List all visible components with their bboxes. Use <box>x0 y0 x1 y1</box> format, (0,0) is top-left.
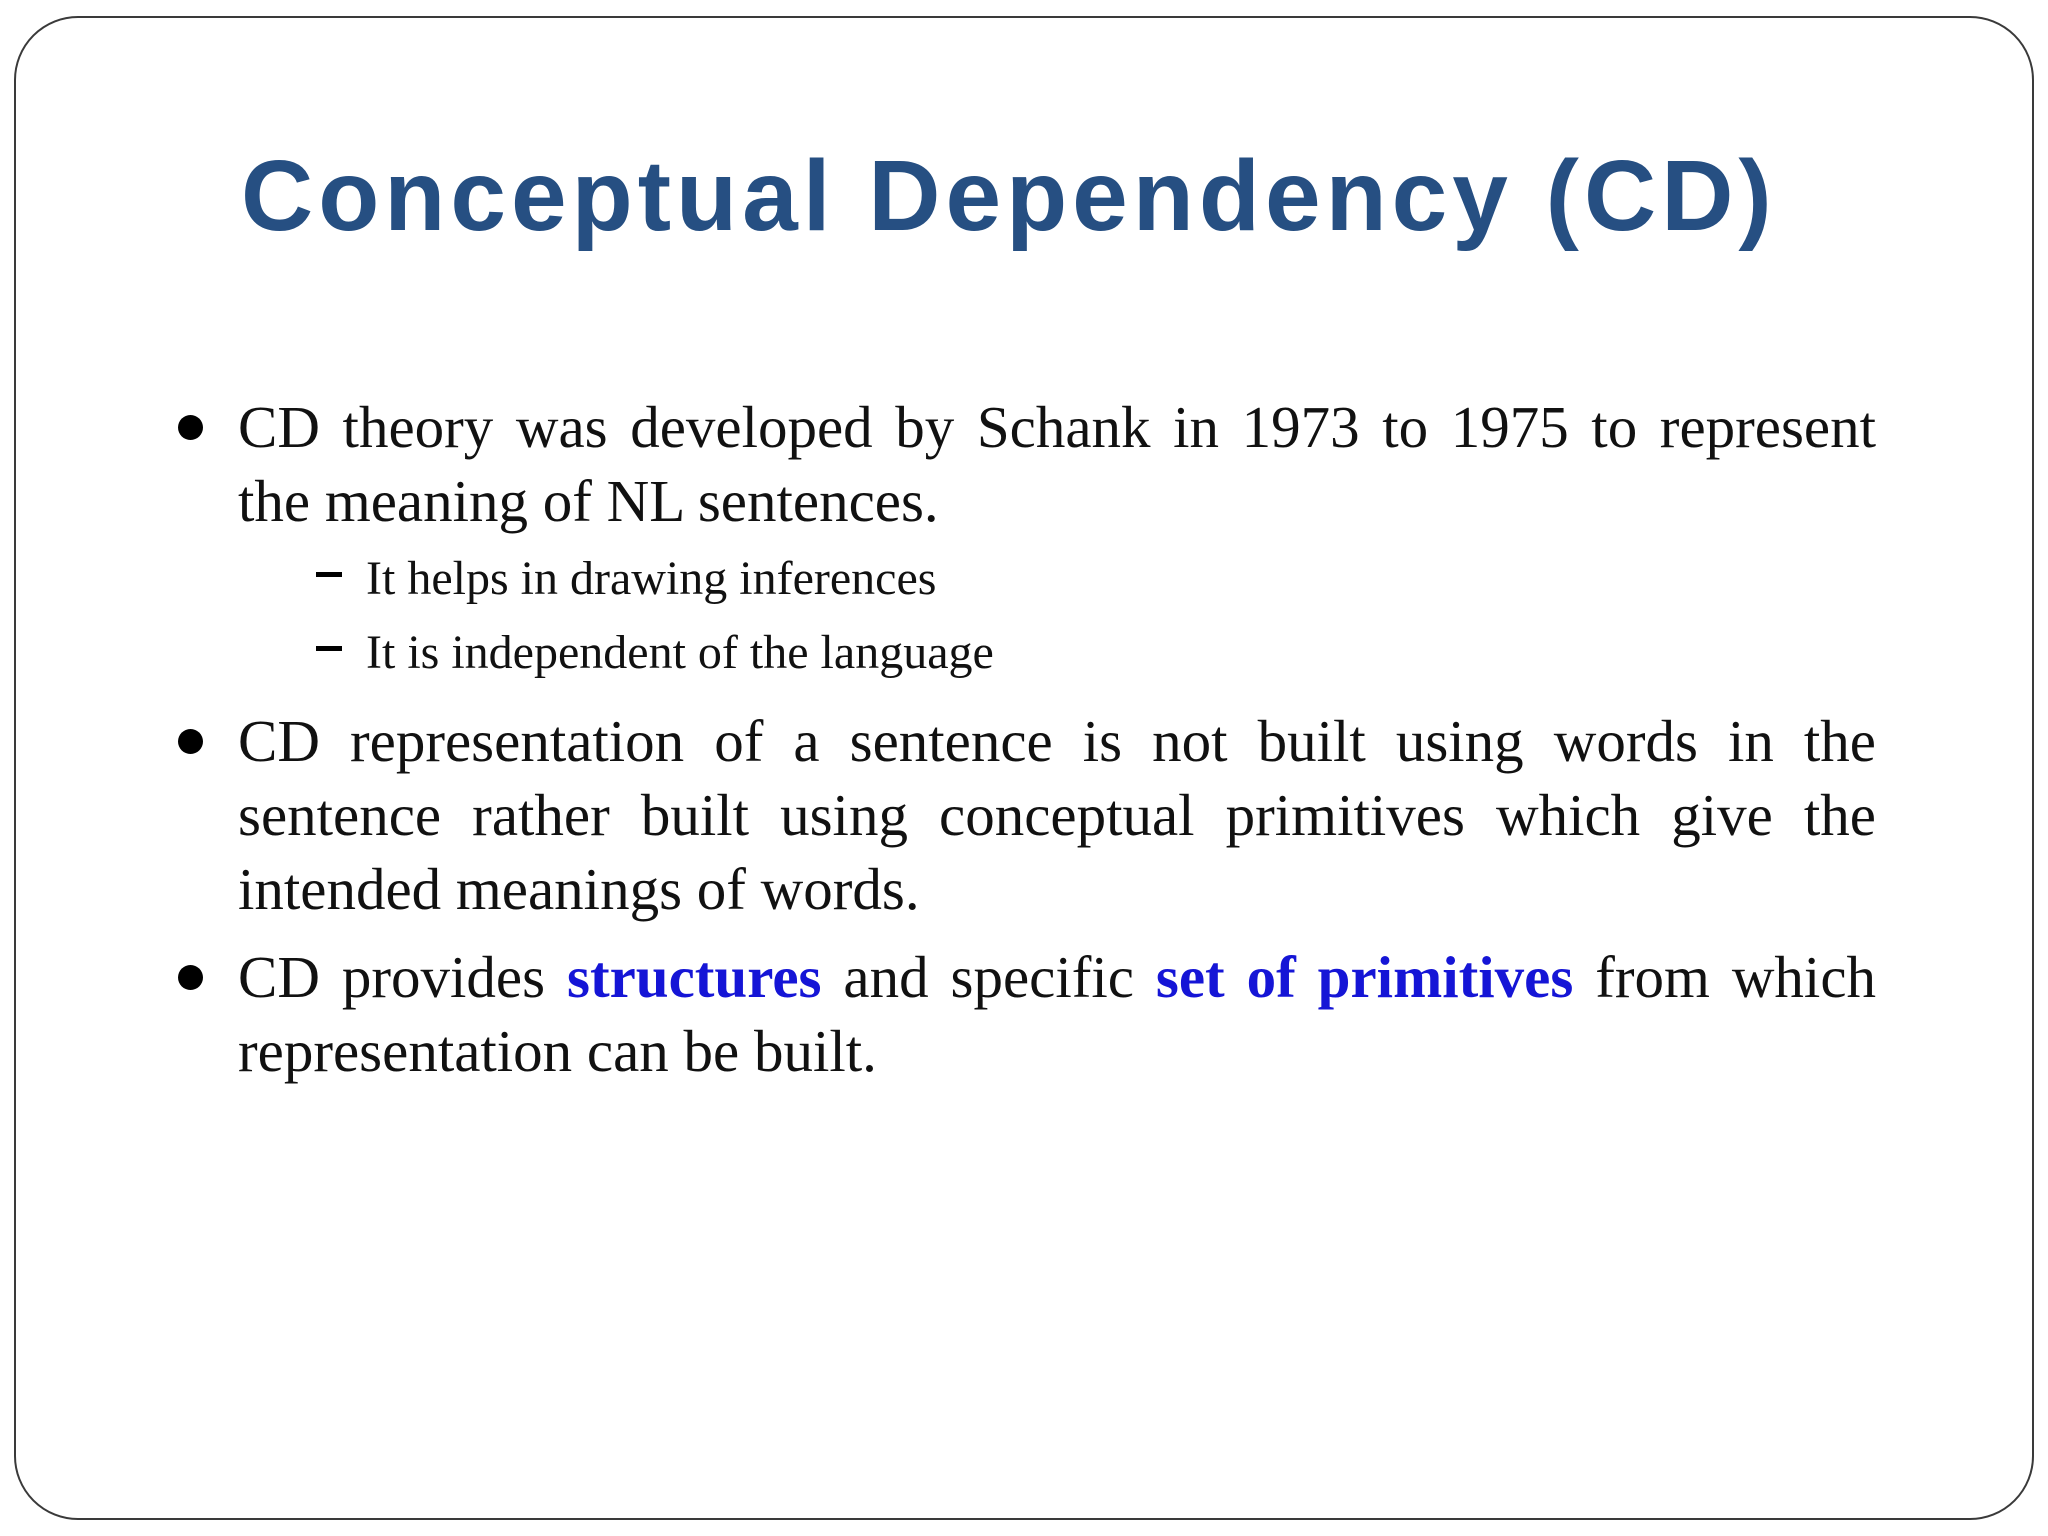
dash-icon <box>316 572 342 577</box>
sub-list <box>238 542 1876 690</box>
sub-item <box>238 542 1876 616</box>
bullet-text-part: from which representation can be built. <box>238 944 1877 1084</box>
sub-item <box>238 616 1876 690</box>
bullet-dot-icon <box>178 415 203 440</box>
bullet-item <box>170 940 1876 1088</box>
highlight-term-set-of-primitives: set of primitives <box>1155 944 1574 1010</box>
sub-item-text: It helps in drawing inferences <box>366 552 937 605</box>
bullet-text-part: CD provides <box>238 944 567 1010</box>
bullet-dot-icon <box>178 729 203 754</box>
bullet-text-part: and specific <box>821 944 1156 1010</box>
bullet-text: CD theory was developed by Schank in 1973 to 1975 to represent the meaning of NL sentences. <box>238 394 1876 534</box>
slide-title: Conceptual Dependency (CD) <box>241 140 1777 252</box>
slide-content <box>170 390 1876 1088</box>
bullet-item <box>170 704 1876 926</box>
dash-icon <box>316 646 342 651</box>
bullet-text: CD representation of a sentence is not built using words in the sentence rather built using conceptual primitives which give the intended meanings of words. <box>238 708 1876 922</box>
bullet-dot-icon <box>178 965 203 990</box>
highlight-term-structures: structures <box>566 944 822 1010</box>
sub-item-text: It is independent of the language <box>366 626 994 679</box>
bullet-item <box>170 390 1876 690</box>
